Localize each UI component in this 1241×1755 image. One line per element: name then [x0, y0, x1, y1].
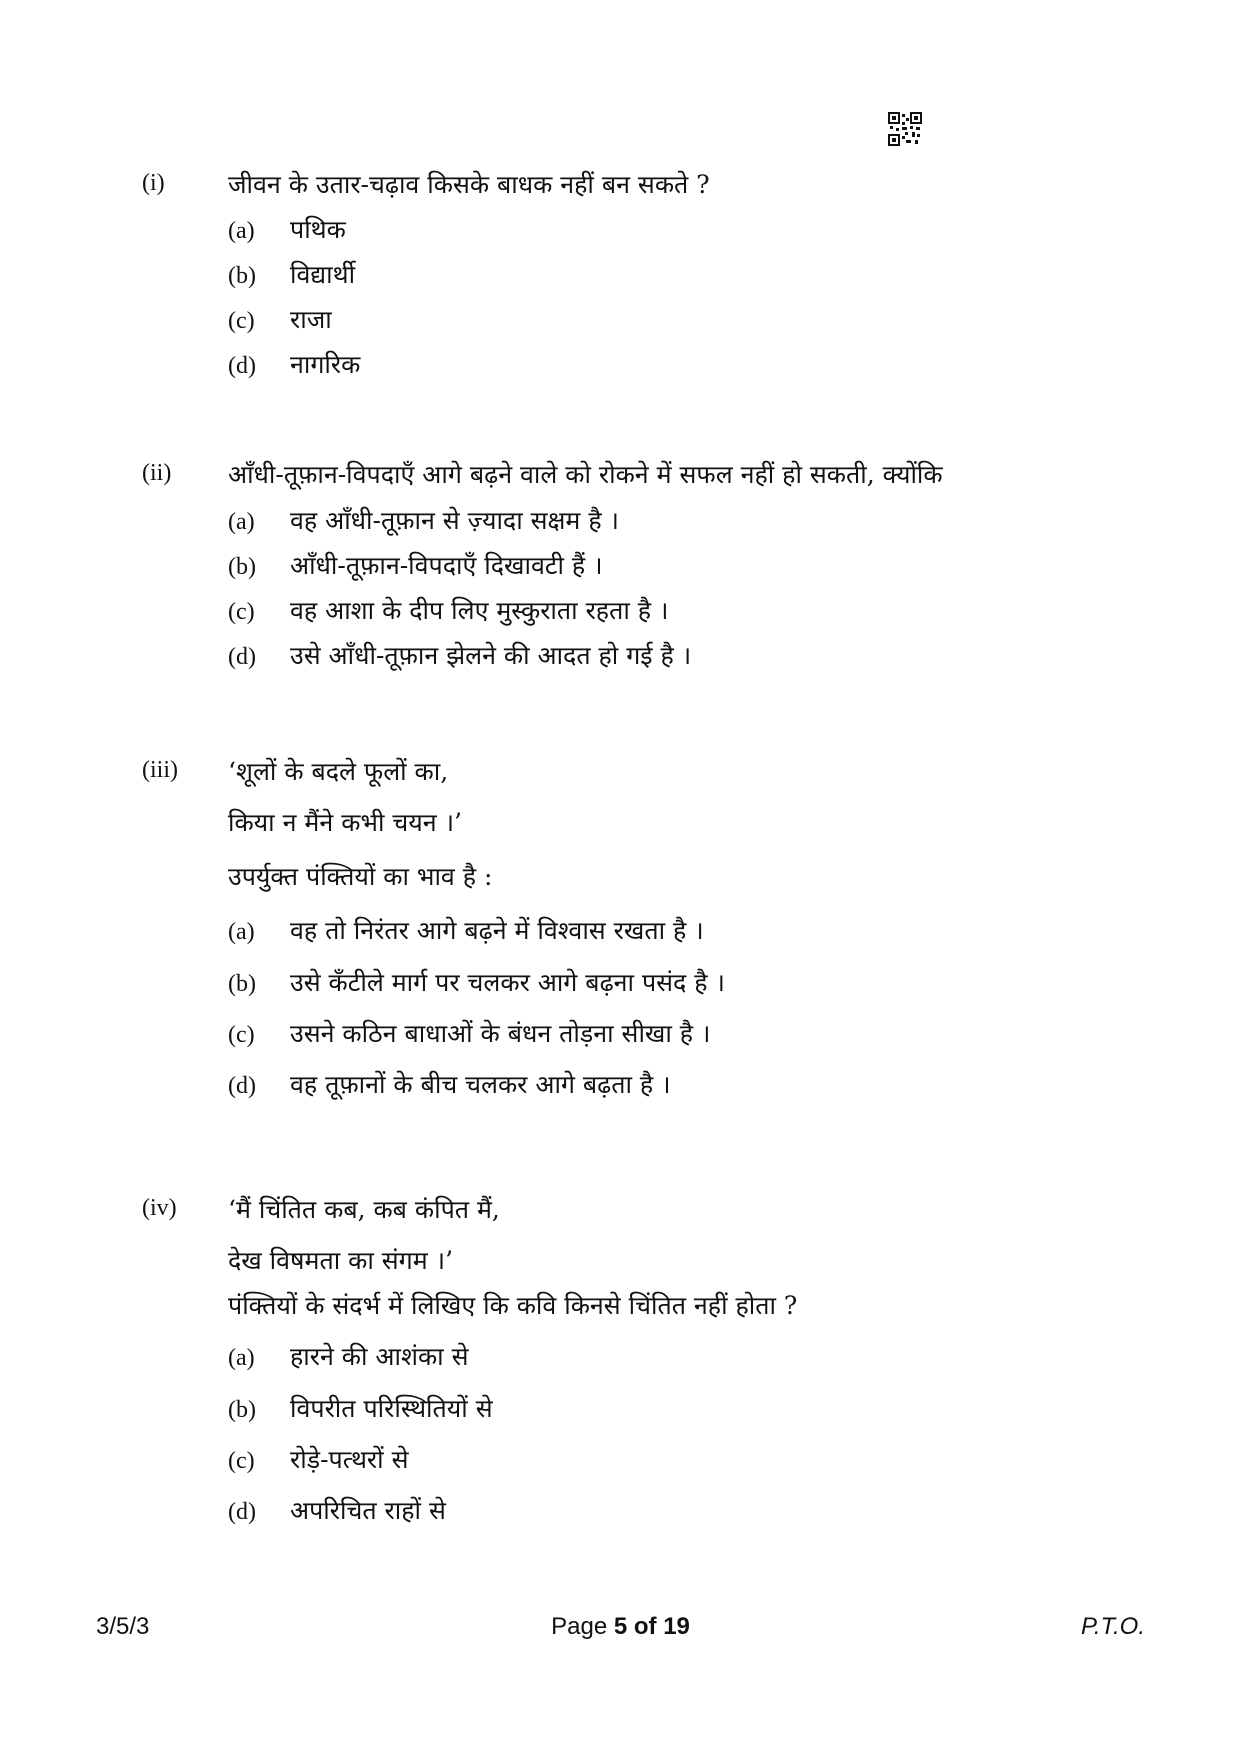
page-prefix: Page — [551, 1613, 614, 1640]
option-d — [228, 1493, 446, 1527]
option-c — [228, 1442, 408, 1476]
option-label: (d) — [228, 1499, 256, 1525]
page-total: 19 — [663, 1613, 690, 1640]
option-text: वह तो निरंतर आगे बढ़ने में विश्वास रखता है । — [290, 916, 704, 945]
option-text: आँधी-तूफ़ान-विपदाएँ दिखावटी हैं । — [290, 551, 603, 580]
option-text: वह आँधी-तूफ़ान से ज़्यादा सक्षम है । — [290, 506, 620, 535]
option-label: (d) — [228, 353, 256, 379]
option-a — [228, 1339, 469, 1373]
quote-line: ‘शूलों के बदले फूलों का, — [228, 757, 449, 786]
option-a — [228, 212, 346, 246]
page-number — [0, 1613, 1241, 1641]
option-b — [228, 548, 603, 582]
option-text: उसने कठिन बाधाओं के बंधन तोड़ना सीखा है । — [290, 1019, 711, 1048]
option-label: (d) — [228, 644, 256, 670]
option-text: वह तूफ़ानों के बीच चलकर आगे बढ़ता है । — [290, 1070, 671, 1099]
option-c — [228, 302, 332, 336]
option-c — [228, 1016, 711, 1050]
question-text: पंक्तियों के संदर्भ में लिखिए कि कवि किनसे चिंतित नहीं होता ? — [228, 1291, 798, 1320]
option-d — [228, 638, 691, 672]
option-text: विद्यार्थी — [290, 260, 356, 289]
option-label: (c) — [228, 1448, 255, 1474]
quote-line: किया न मैंने कभी चयन ।’ — [228, 808, 463, 837]
qr-code-icon — [888, 112, 922, 146]
question-number: (iv) — [142, 1195, 177, 1221]
option-label: (a) — [228, 509, 255, 535]
option-label: (b) — [228, 554, 256, 580]
option-label: (b) — [228, 263, 256, 289]
option-text: विपरीत परिस्थितियों से — [290, 1394, 493, 1423]
option-text: नागरिक — [290, 350, 361, 379]
option-text: रोड़े-पत्थरों से — [290, 1445, 409, 1474]
option-text: उसे कँटीले मार्ग पर चलकर आगे बढ़ना पसंद है । — [290, 968, 725, 997]
question-text: आँधी-तूफ़ान-विपदाएँ आगे बढ़ने वाले को रोकने में सफल नहीं हो सकती, क्योंकि — [228, 460, 943, 489]
option-label: (b) — [228, 971, 256, 997]
option-text: उसे आँधी-तूफ़ान झेलने की आदत हो गई है । — [290, 641, 692, 670]
option-b — [228, 257, 355, 291]
option-text: राजा — [290, 305, 332, 334]
page-current: 5 — [613, 1613, 628, 1640]
option-label: (a) — [228, 218, 255, 244]
option-label: (c) — [228, 308, 255, 334]
option-label: (d) — [228, 1073, 256, 1099]
option-label: (c) — [228, 599, 255, 625]
option-text: हारने की आशंका से — [290, 1342, 469, 1371]
option-text: वह आशा के दीप लिए मुस्कुराता रहता है । — [290, 596, 669, 625]
option-text: अपरिचित राहों से — [290, 1496, 446, 1525]
option-label: (a) — [228, 919, 255, 945]
paper-code: 3/5/3 — [96, 1613, 150, 1640]
option-d — [228, 347, 360, 381]
question-text: उपर्युक्त पंक्तियों का भाव है : — [228, 862, 493, 891]
quote-line: देख विषमता का संगम ।’ — [228, 1246, 454, 1275]
option-label: (a) — [228, 1345, 255, 1371]
option-a — [228, 503, 619, 537]
page-of: of — [627, 1613, 664, 1640]
option-label: (c) — [228, 1022, 255, 1048]
question-number: (ii) — [142, 460, 172, 486]
option-d — [228, 1067, 671, 1101]
option-b — [228, 1391, 493, 1425]
option-a — [228, 913, 704, 947]
question-text: जीवन के उतार-चढ़ाव किसके बाधक नहीं बन सकते ? — [228, 170, 710, 199]
option-text: पथिक — [290, 215, 346, 244]
option-label: (b) — [228, 1397, 256, 1423]
option-b — [228, 965, 725, 999]
question-number: (i) — [142, 170, 165, 196]
pto-label: P.T.O. — [1080, 1613, 1145, 1640]
question-number: (iii) — [142, 757, 178, 783]
option-c — [228, 593, 668, 627]
quote-line: ‘मैं चिंतित कब, कब कंपित मैं, — [228, 1195, 500, 1224]
